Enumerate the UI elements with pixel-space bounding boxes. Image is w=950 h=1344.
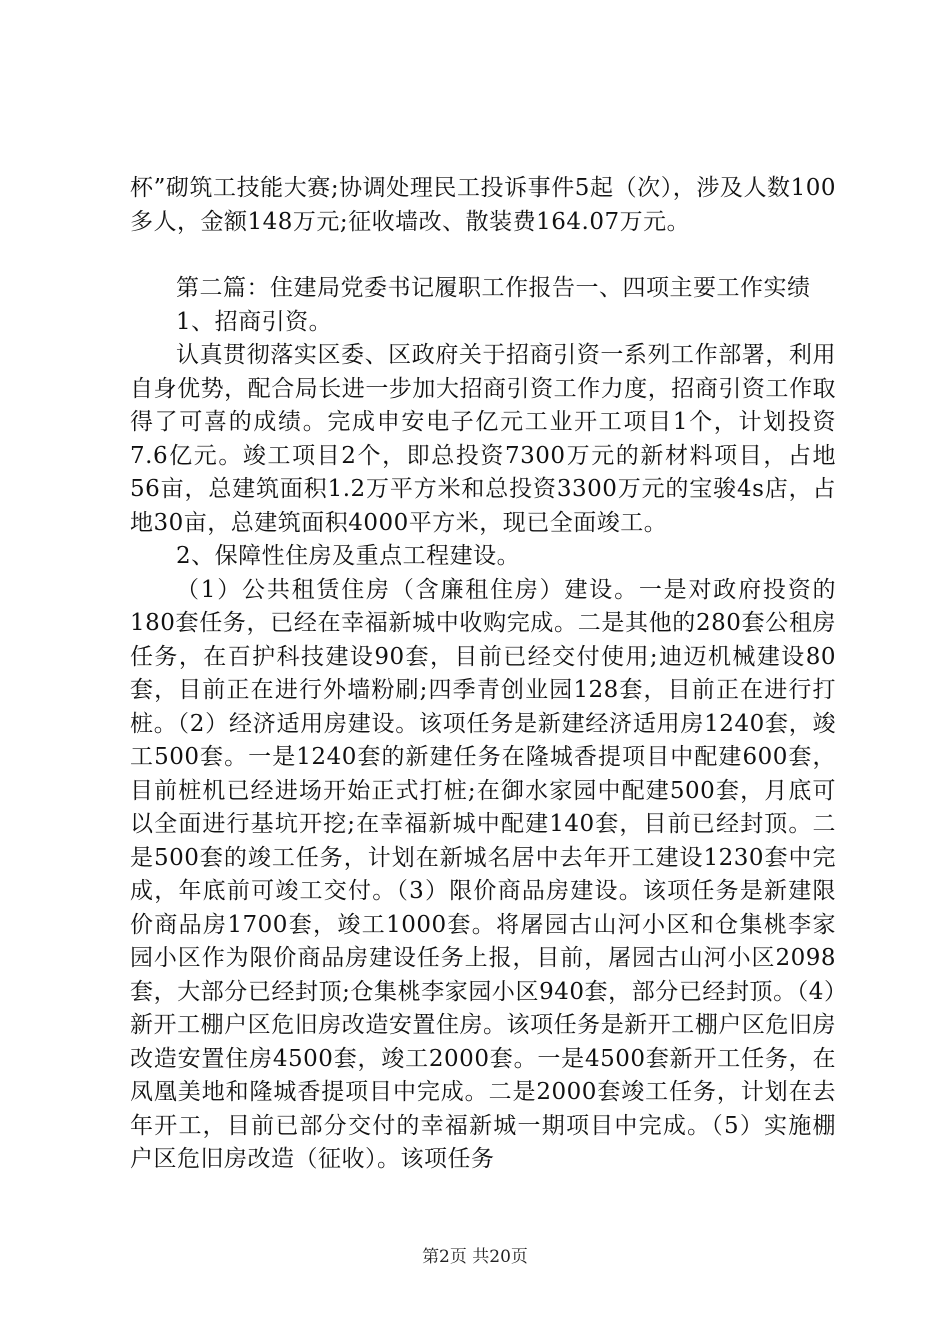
- subsection-heading-housing: 2、保障性住房及重点工程建设。: [176, 543, 521, 569]
- page-number-footer: 第2页 共20页: [422, 1247, 528, 1267]
- paragraph-continuation: 杯”砌筑工技能大赛;协调处理民工投诉事件5起（次），涉及人数100多人，金额148万元;征收墙改、散装费164.07万元。: [130, 175, 836, 235]
- document-body: [130, 172, 836, 1177]
- section-heading: 第二篇：住建局党委书记履职工作报告一、四项主要工作实绩: [176, 275, 811, 301]
- subsection-heading-investment: 1、招商引资。: [176, 308, 333, 335]
- paragraph-gap: [130, 239, 836, 272]
- paragraph-investment: 认真贯彻落实区委、区政府关于招商引资一系列工作部署，利用自身优势，配合局长进一步加大招商引资工作力度，招商引资工作取得了可喜的成绩。完成申安电子亿元工业开工项目1个，计划投资7.6亿元。竣工项目2个，即总投资7300万元的新材料项目，占地56亩，总建筑面积1.2万平方米和总投资3300万元的宝骏4s店，占地30亩，总建筑面积4000平方米，现已全面竣工。: [130, 342, 836, 536]
- paragraph-housing: （1）公共租赁住房（含廉租住房）建设。一是对政府投资的180套任务，已经在幸福新城中收购完成。二是其他的280套公租房任务，在百护科技建设90套，目前已经交付使用;迪迈机械建设80套，目前正在进行外墙粉刷;四季青创业园128套，目前正在进行打桩。（2）经济适用房建设。该项任务是新建经济适用房1240套，竣工500套。一是1240套的新建任务在隆城香提项目中配建600套，目前桩机已经进场开始正式打桩;在御水家园中配建500套，月底可以全面进行基坑开挖;在幸福新城中配建140套，目前已经封顶。二是500套的竣工任务，计划在新城名居中去年开工建设1230套中完成，年底前可竣工交付。（3）限价商品房建设。该项任务是新建限价商品房1700套，竣工1000套。将屠园古山河小区和仓集桃李家园小区作为限价商品房建设任务上报，目前，屠园古山河小区2098套，大部分已经封顶;仓集桃李家园小区940套，部分已经封顶。（4）新开工棚户区危旧房改造安置住房。该项任务是新开工棚户区危旧房改造安置住房4500套，竣工2000套。一是4500套新开工任务，在凤凰美地和隆城香提项目中完成。二是2000套竣工任务，计划在去年开工，目前已部分交付的幸福新城一期项目中完成。（5）实施棚户区危旧房改造（征收）。该项任务: [130, 576, 836, 1172]
